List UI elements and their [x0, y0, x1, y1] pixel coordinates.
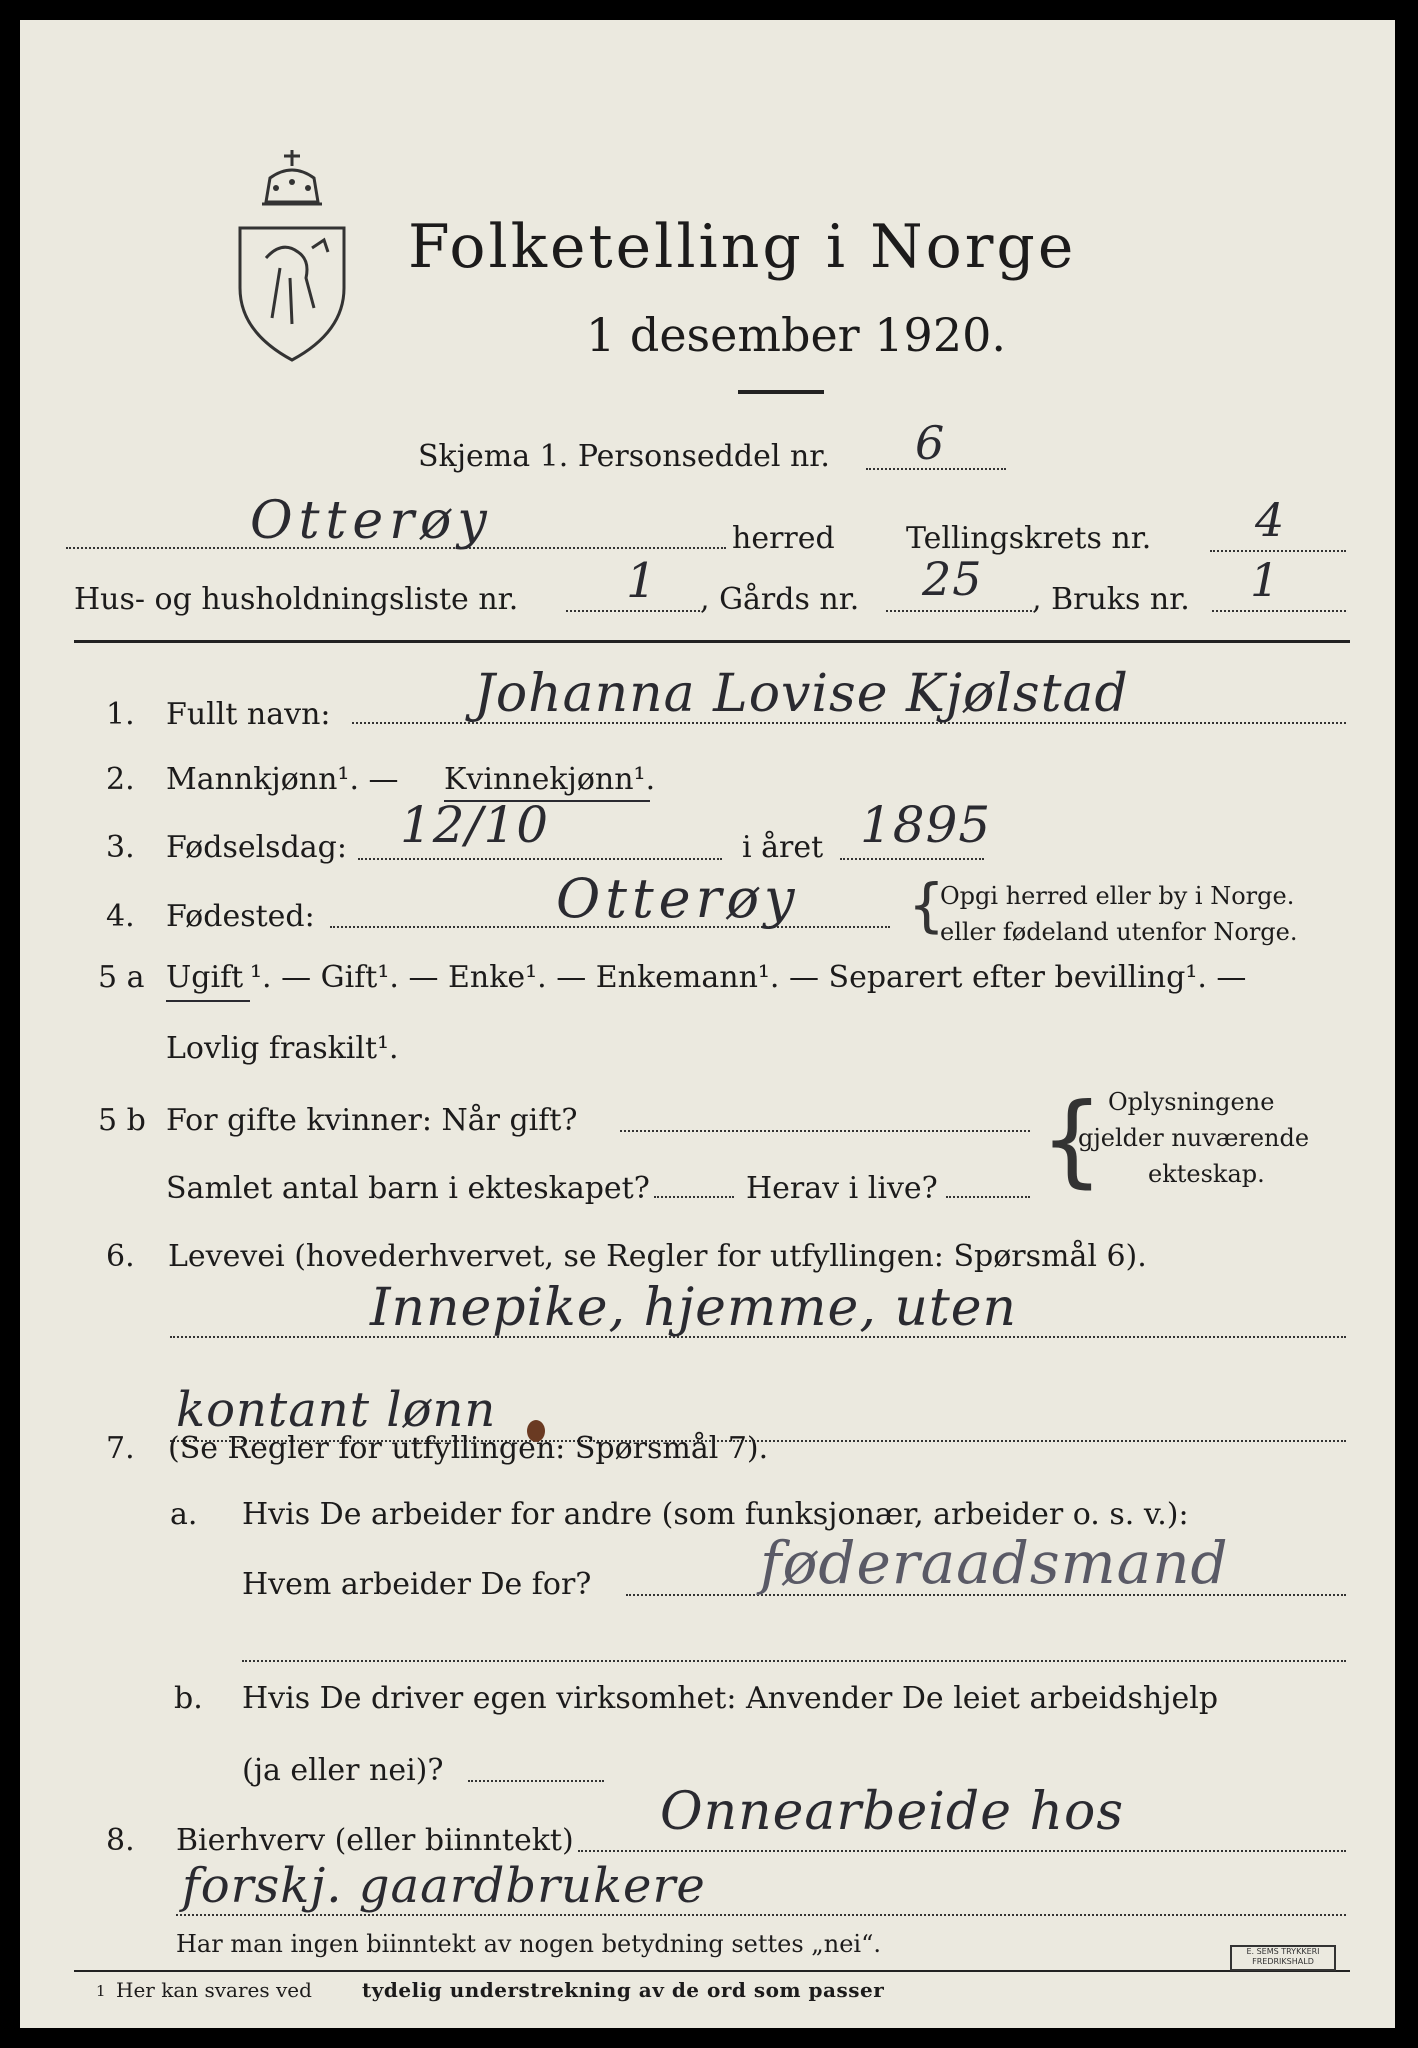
q5b-alive-line: [946, 1196, 1030, 1198]
q6-number: 6.: [106, 1239, 135, 1274]
q4-note-line2: eller fødeland utenfor Norge.: [940, 918, 1298, 946]
q5a-options: ¹. — Gift¹. — Enke¹. — Enkemann¹. — Separert efter bevilling¹. —: [250, 960, 1247, 995]
q5b-note3: ekteskap.: [1148, 1160, 1265, 1188]
q7a-label1: Hvis De arbeider for andre (som funksjonær, arbeider o. s. v.):: [242, 1497, 1189, 1532]
q5b-label2: Samlet antal barn i ekteskapet?: [166, 1171, 650, 1206]
q6-answer2: kontant lønn: [176, 1382, 497, 1438]
tellingskrets-value: 4: [1255, 493, 1286, 547]
q5b-children-line: [654, 1196, 734, 1198]
husliste-value: 1: [626, 553, 658, 609]
q3-year: 1895: [860, 796, 992, 854]
gards-line: [886, 610, 1032, 612]
q5a-ugift-underline: [166, 1000, 250, 1002]
q7-number: 7.: [106, 1431, 135, 1466]
q8-answer2: forskj. gaardbrukere: [182, 1858, 706, 1914]
q4-number: 4.: [106, 899, 135, 934]
q5b-note1: Oplysningene: [1108, 1088, 1275, 1116]
q6-label: Levevei (hovederhvervet, se Regler for utfyllingen: Spørsmål 6).: [168, 1239, 1147, 1274]
q3-year-label: i året: [742, 830, 824, 865]
q4-label: Fødested:: [166, 899, 315, 934]
q5b-married-line: [620, 1130, 1030, 1132]
q7b-letter: b.: [174, 1681, 203, 1716]
tellingskrets-label: Tellingskrets nr.: [906, 521, 1152, 556]
husliste-line: [566, 610, 700, 612]
q2-number: 2.: [106, 762, 135, 797]
q8-line2: [176, 1914, 1346, 1916]
bruks-value: 1: [1250, 553, 1281, 607]
q8-label: Bierhverv (eller biinntekt): [176, 1823, 574, 1858]
q7-label: (Se Regler for utfyllingen: Spørsmål 7).: [168, 1431, 769, 1466]
q8-number: 8.: [106, 1823, 135, 1858]
form-title: Folketelling i Norge: [408, 212, 1077, 282]
q7a-letter: a.: [170, 1497, 198, 1532]
q3-date: 12/10: [400, 796, 550, 854]
q5a-number: 5 a: [98, 960, 145, 995]
printer-stamp-line1: E. SEMS TRYKKERI: [1246, 1947, 1320, 1956]
printer-stamp: [1230, 1945, 1336, 1971]
title-divider: [738, 390, 824, 394]
q3-year-line: [840, 858, 984, 860]
bruks-label: , Bruks nr.: [1032, 582, 1190, 617]
norwegian-coat-of-arms-icon: [232, 148, 352, 364]
header-rule: [74, 640, 1350, 643]
q8-answer1: Onnearbeide hos: [660, 1782, 1125, 1842]
q4-answer: Otterøy: [556, 867, 800, 930]
schema-label: Skjema 1. Personseddel nr.: [418, 439, 830, 474]
q5a-line2: Lovlig fraskilt¹.: [166, 1031, 399, 1066]
q7a-answer: føderaadsmand: [760, 1529, 1229, 1597]
q7a-line2: [242, 1660, 1346, 1662]
q5a-ugift: Ugift: [166, 960, 244, 995]
q1-label: Fullt navn:: [166, 697, 331, 732]
q5b-number: 5 b: [98, 1103, 146, 1138]
q5b-note-brace: {: [1040, 1081, 1104, 1198]
form-date: 1 desember 1920.: [586, 308, 1006, 362]
q4-note-brace: {: [908, 871, 945, 939]
q7b-line: [468, 1780, 604, 1782]
footnote-text: Her kan svares ved: [116, 1978, 312, 2002]
footer-rule: [74, 1970, 1350, 1972]
husliste-label: Hus- og husholdningsliste nr.: [74, 582, 519, 617]
gards-label: , Gårds nr.: [700, 582, 860, 617]
schema-number: 6: [915, 416, 946, 470]
herred-value: Otterøy: [250, 491, 493, 551]
herred-label: herred: [732, 521, 835, 556]
gards-value: 25: [922, 552, 983, 606]
q1-number: 1.: [106, 697, 135, 732]
q4-note-line1: Opgi herred eller by i Norge.: [940, 882, 1295, 910]
tellingskrets-line: [1210, 550, 1346, 552]
q8-note: Har man ingen biinntekt av nogen betydning settes „nei“.: [176, 1930, 881, 1958]
q1-answer: Johanna Lovise Kjølstad: [474, 664, 1129, 724]
q7b-label2: (ja eller nei)?: [242, 1753, 444, 1788]
q5b-note2: gjelder nuværende: [1078, 1124, 1310, 1152]
q5b-label1: For gifte kvinner: Når gift?: [166, 1103, 578, 1138]
footnote-marker: 1: [96, 1982, 106, 2000]
q3-number: 3.: [106, 830, 135, 865]
q3-label: Fødselsdag:: [166, 830, 347, 865]
printer-stamp-line2: FREDRIKSHALD: [1252, 1957, 1314, 1966]
q6-answer1: Innepike, hjemme, uten: [370, 1278, 1018, 1338]
q3-date-line: [358, 858, 722, 860]
footnote-emphasis: tydelig understrekning av de ord som passer: [362, 1978, 885, 2002]
q2-kvinne: Kvinnekjønn¹.: [444, 762, 656, 797]
bruks-line: [1212, 610, 1346, 612]
q7b-label1: Hvis De driver egen virksomhet: Anvender De leiet arbeidshjelp: [242, 1681, 1219, 1716]
q7a-label2: Hvem arbeider De for?: [242, 1567, 592, 1602]
q8-line1: [578, 1850, 1346, 1852]
q2-mann: Mannkjønn¹. —: [166, 762, 399, 797]
q5b-label3: Herav i live?: [746, 1171, 938, 1206]
